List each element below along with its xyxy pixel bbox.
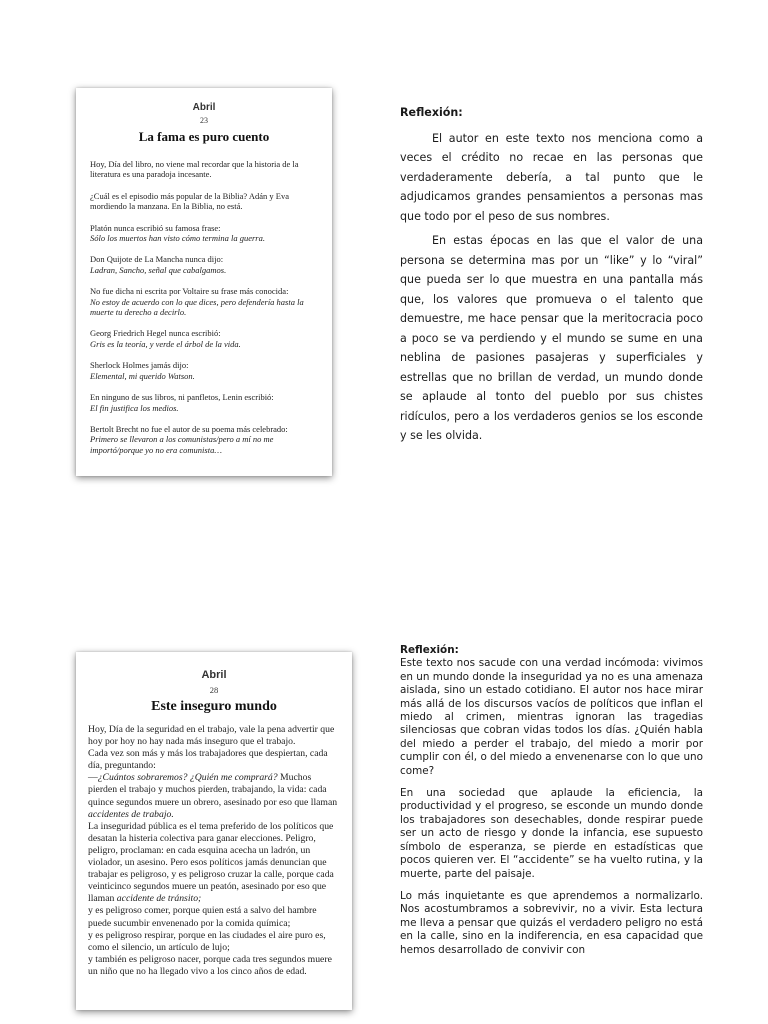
card-day: 28 — [209, 685, 219, 695]
card-intro: Don Quijote de La Mancha nunca dijo: — [90, 254, 224, 265]
card-paragraph: ¿Cuál es el episodio más popular de la Biblia? Adán y Eva mordiendo la manzana. En la Biblia, no está. — [90, 190, 289, 212]
card-line: Hoy, Día de la seguridad en el trabajo, vale la pena advertir que hoy por hoy no hay nada más inseguro que el trabajo. — [88, 724, 335, 748]
card-dash: — — [88, 772, 98, 784]
card-month: Abril — [192, 102, 216, 113]
card-title: Este inseguro mundo — [151, 699, 277, 714]
reflection-section-1 — [400, 103, 703, 451]
card-text: La inseguridad pública es el tema preferido de los políticos que desatan la histeria colectiva para ganar elecciones. Peligro, peligro, proclaman: en cada esquina acecha un ladrón, un violador, un asesino. Pero esos políticos jamás denuncian que trabajar es peligroso, y es peligroso cruzar la calle, porque cada veinticinco segundos muere un peatón, asesinado por eso que llaman — [88, 820, 334, 905]
card-paragraph — [90, 392, 320, 413]
card-intro: Georg Friedrich Hegel nunca escribió: — [90, 328, 221, 339]
reflection-paragraph: Lo más inquietante es que aprendemos a normalizarlo. Nos acostumbramos a sobrevivir, no a vivir. Esta lectura me lleva a pensar que quizás el verdadero peligro no está en la calle, sino en la indiferencia, en esa capacidad que hemos desarrollado de convivir con — [400, 889, 703, 956]
reflection-paragraph: En estas épocas en las que el valor de una persona se determina mas por un “like” y lo “viral” que pueda ser lo que muestra en una pantalla más que, los valores que promueva o el talento que demuestre, me hace pensar que la meritocracia poco a poco se va perdiendo y el mundo se sume en una neblina de pasiones pasajeras y superficiales y estrellas que no brillan de verdad, un mundo donde se aplaude al tonto del pueblo por sus chistes ridículos, pero a los verdaderos genios se los esconde y se les olvida. — [400, 234, 703, 442]
card-body — [76, 724, 352, 978]
card-title: La fama es puro cuento — [138, 129, 270, 144]
card-intro: Sherlock Holmes jamás dijo: — [90, 360, 189, 371]
card-quote: Ladran, Sancho, señal que cabalgamos. — [90, 264, 227, 275]
card-day: 23 — [200, 116, 208, 125]
card-paragraph — [90, 424, 320, 455]
card-line — [88, 772, 342, 820]
card-intro: Bertolt Brecht no fue el autor de su poema más celebrado: — [90, 423, 288, 434]
card-paragraph — [90, 360, 320, 381]
reflection-title: Reflexión: — [400, 106, 463, 119]
card-quote: Gris es la teoría, y verde el árbol de la vida. — [90, 338, 241, 349]
card-quote: El fin justifica los medios. — [90, 402, 179, 413]
card-paragraph — [90, 254, 320, 275]
book-page-image-1 — [76, 88, 332, 476]
card-quote: No estoy de acuerdo con lo que dices, pero defendería hasta la muerte tu derecho a decirlo. — [90, 296, 304, 318]
reflection-paragraph: En una sociedad que aplaude la eficiencia, la productividad y el progreso, se esconde un mundo donde los trabajadores son desechables, donde respirar puede ser un acto de riesgo y donde la infancia, ese supuesto símbolo de esperanza, se pierde en estadísticas que pocos quieren ver. El “accidente” se ha vuelto rutina, y la muerte, parte del paisaje. — [400, 787, 703, 880]
card-quote: Sólo los muertos han visto cómo termina la guerra. — [90, 233, 265, 244]
reflection-paragraph: El autor en este texto nos menciona como a veces el crédito no recae en las personas que verdaderamente debería, a tal punto que le adjudicamos grandes pensamientos a personas mas que todo por el peso de sus nombres. — [400, 131, 703, 223]
card-line: Cada vez son más y más los trabajadores que despiertan, cada día, preguntando: — [88, 748, 328, 772]
card-line — [88, 821, 342, 906]
card-intro: No fue dicha ni escrita por Voltaire su frase más conocida: — [90, 286, 289, 297]
card-line: y es peligroso respirar, porque en las ciudades el aire puro es, como el silencio, un artículo de lujo; — [88, 929, 326, 953]
book-page-image-2 — [76, 652, 352, 1010]
card-text: Muchos pierden el trabajo y muchos pierden, trabajando, la vida: cada quince segundos muere un obrero, asesinado por eso que llaman — [88, 772, 338, 808]
reflection-paragraph: Este texto nos sacude con una verdad incómoda: vivimos en un mundo donde la inseguridad ya no es una amenaza aislada, sino un estado cotidiano. El autor nos hace mirar más allá de los discursos vacíos de políticos que inflan el miedo al crimen, mientras ignoran las tragedias silenciosas que cobran vidas todos los días. ¿Quién habla del miedo a perder el trabajo, del miedo a morir por cumplir con él, o del miedo a envenenarse con lo que uno come? — [400, 657, 703, 777]
card-paragraph — [90, 328, 320, 349]
card-month: Abril — [201, 669, 227, 681]
card-quote: accidente de tránsito; — [116, 893, 202, 905]
card-quote: Primero se llevaron a los comunistas/pero a mí no me importó/porque yo no era comunista… — [90, 434, 274, 455]
card-line: y es peligroso comer, porque quien está a salvo del hambre puede sucumbir envenenado por la comida química; — [88, 905, 317, 929]
card-paragraph — [90, 223, 320, 244]
card-paragraph: Hoy, Día del libro, no viene mal recordar que la historia de la literatura es una paradoja incesante. — [90, 159, 299, 180]
card-body — [76, 159, 332, 455]
card-quote: accidentes de trabajo. — [88, 808, 174, 820]
card-intro: En ninguno de sus libros, ni panfletos, Lenin escribió: — [90, 392, 274, 403]
reflection-section-2 — [400, 644, 703, 966]
card-quote: Elemental, mi querido Watson. — [90, 370, 195, 381]
card-paragraph — [90, 286, 320, 317]
card-intro: Platón nunca escribió su famosa frase: — [90, 222, 221, 233]
reflection-title: Reflexión: — [400, 644, 459, 656]
card-line: y también es peligroso nacer, porque cada tres segundos muere un niño que no ha llegado vivo a los cinco años de edad. — [88, 953, 332, 977]
card-quote: ¿Cuántos sobraremos? ¿Quién me comprará? — [97, 772, 278, 784]
